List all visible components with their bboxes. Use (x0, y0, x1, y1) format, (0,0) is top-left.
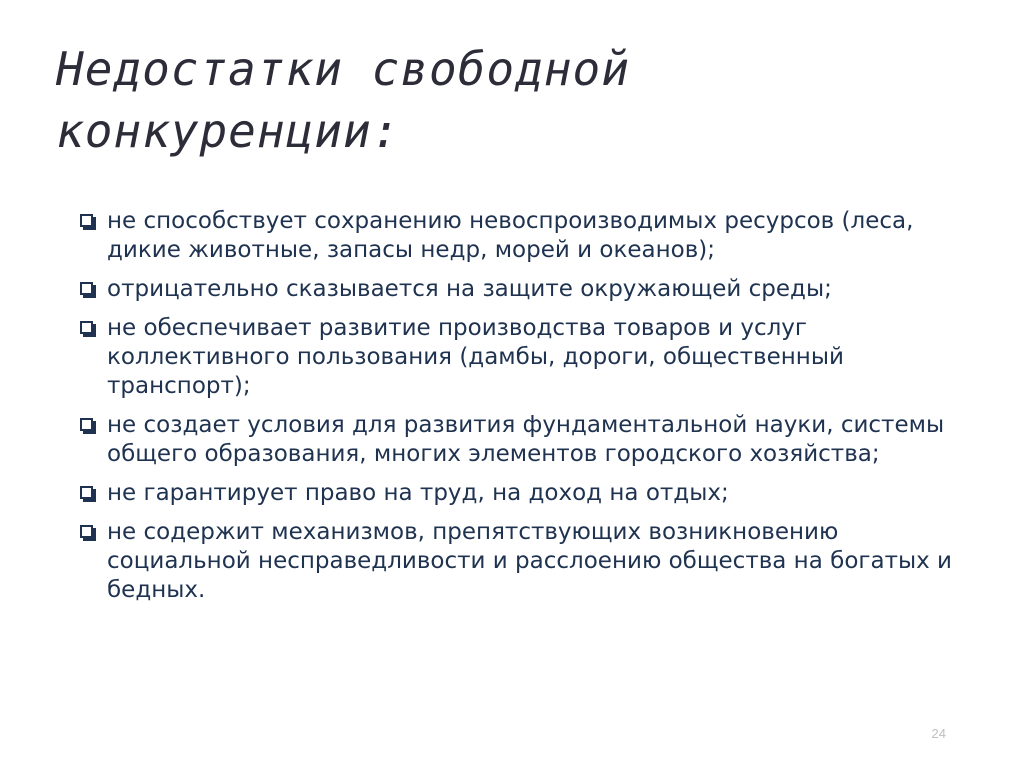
checkbox-square-icon (80, 486, 93, 499)
checkbox-square-icon (80, 282, 93, 295)
list-item (76, 207, 976, 265)
page-number: 24 (931, 726, 946, 741)
bullet-text: не создает условия для развития фундаментальной науки, системы общего образования, многих элементов городского хозяйства; (107, 412, 945, 467)
bullet-text: не гарантирует право на труд, на доход на отдых; (107, 480, 729, 506)
bullet-text: не содержит механизмов, препятствующих возникновению социальной несправедливости и расслоению общества на богатых и бедных. (107, 519, 952, 603)
list-item (76, 518, 976, 605)
list-item (76, 411, 976, 469)
checkbox-square-icon (80, 321, 93, 334)
bullet-list (76, 207, 976, 615)
checkbox-square-icon (80, 214, 93, 227)
bullet-text: не обеспечивает развитие производства товаров и услуг коллективного пользования (дамбы, дороги, общественный транспорт); (107, 315, 844, 399)
checkbox-square-icon (80, 418, 93, 431)
list-item (76, 275, 976, 304)
bullet-text: отрицательно сказывается на защите окружающей среды; (107, 276, 832, 302)
bullet-text: не способствует сохранению невоспроизводимых ресурсов (леса, дикие животные, запасы недр, морей и океанов); (107, 208, 914, 263)
list-item (76, 314, 976, 401)
checkbox-square-icon (80, 525, 93, 538)
slide-title: Недостатки свободной конкуренции: (56, 42, 630, 158)
list-item (76, 479, 976, 508)
